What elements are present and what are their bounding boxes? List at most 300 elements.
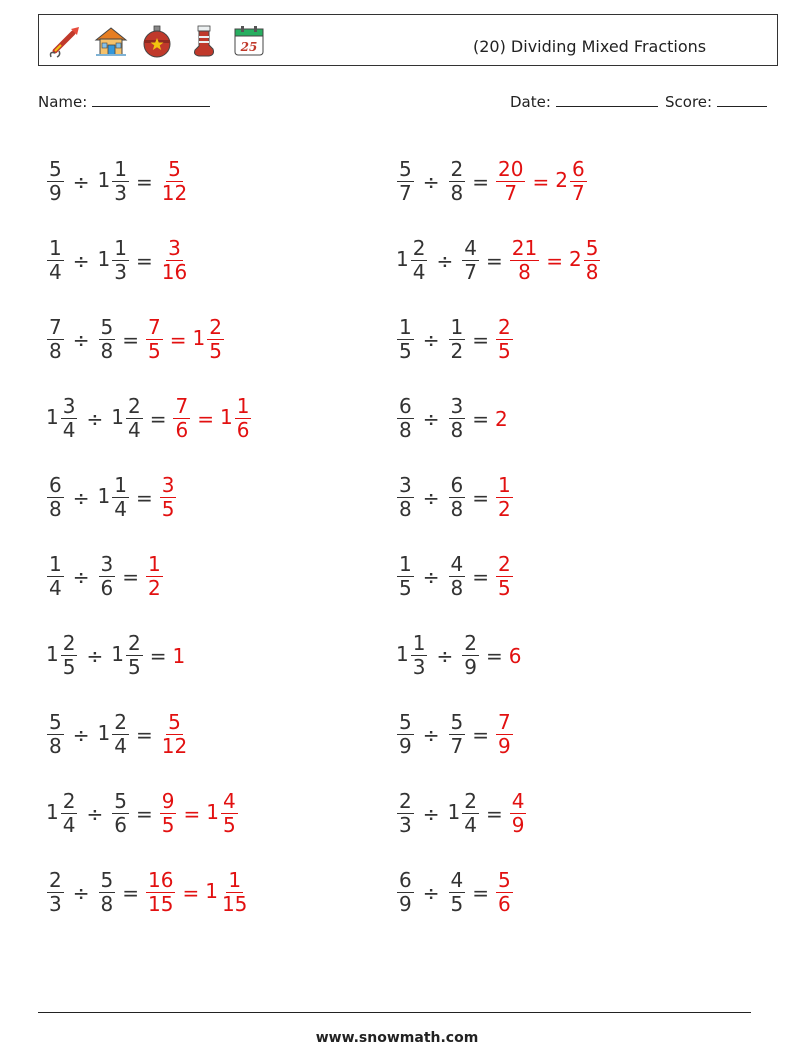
divisor-numerator: 4 bbox=[450, 552, 464, 576]
answer-fraction bbox=[235, 395, 252, 442]
dividend-number bbox=[396, 553, 415, 600]
problem-row bbox=[396, 221, 601, 300]
equals-sign: = bbox=[472, 722, 489, 747]
answer-fraction bbox=[220, 869, 249, 916]
divisor-whole: 1 bbox=[97, 721, 111, 745]
divisor-number bbox=[98, 711, 130, 758]
dividend-numerator: 1 bbox=[412, 631, 426, 655]
dividend-fraction bbox=[397, 316, 414, 363]
answer-number bbox=[193, 316, 225, 363]
answer-numerator: 3 bbox=[168, 236, 181, 260]
divisor-numerator: 2 bbox=[114, 710, 127, 734]
dividend-numerator: 2 bbox=[412, 236, 426, 260]
answer-denominator: 5 bbox=[222, 813, 236, 837]
answer-denominator: 2 bbox=[148, 576, 161, 600]
equals-sign: = bbox=[135, 248, 153, 273]
problem-row bbox=[46, 774, 252, 853]
footer-divider bbox=[38, 1012, 751, 1013]
answer-number bbox=[159, 711, 190, 758]
equals-sign: = bbox=[485, 248, 503, 273]
divisor-fraction bbox=[449, 553, 466, 600]
dividend-numerator: 1 bbox=[49, 552, 62, 576]
divisor-whole: 1 bbox=[447, 800, 461, 824]
answer-number bbox=[159, 158, 190, 205]
dividend-fraction bbox=[397, 869, 414, 916]
dividend-numerator: 3 bbox=[399, 473, 412, 497]
problem-row bbox=[396, 537, 601, 616]
divisor-whole: 1 bbox=[97, 247, 111, 271]
divisor-whole: 1 bbox=[97, 168, 111, 192]
divisor-denominator: 4 bbox=[114, 497, 127, 521]
dividend-denominator: 5 bbox=[399, 576, 412, 600]
divisor-denominator: 8 bbox=[450, 497, 464, 521]
divisor-fraction bbox=[112, 158, 129, 205]
dividend-fraction bbox=[61, 395, 78, 442]
equals-sign: = bbox=[135, 801, 153, 826]
dividend-fraction bbox=[397, 158, 414, 205]
divisor-fraction bbox=[449, 474, 466, 521]
dividend-fraction bbox=[47, 711, 64, 758]
equals-sign: = bbox=[485, 643, 503, 668]
divisor-denominator: 8 bbox=[450, 418, 464, 442]
answer-numerator: 5 bbox=[585, 236, 599, 260]
dividend-numerator: 1 bbox=[399, 552, 412, 576]
divisor-number bbox=[461, 632, 480, 679]
dividend-fraction bbox=[411, 237, 428, 284]
divisor-denominator: 8 bbox=[100, 892, 114, 916]
dividend-fraction bbox=[397, 395, 414, 442]
dividend-denominator: 9 bbox=[399, 734, 412, 758]
divisor-number bbox=[98, 316, 117, 363]
answer-numerator: 1 bbox=[498, 473, 511, 497]
dividend-whole: 1 bbox=[396, 642, 409, 666]
dividend-fraction bbox=[47, 316, 64, 363]
divisor-denominator: 3 bbox=[114, 260, 127, 284]
divisor-denominator: 5 bbox=[127, 655, 141, 679]
answer-denominator: 16 bbox=[161, 260, 188, 284]
problem-row bbox=[396, 379, 601, 458]
answer-number bbox=[172, 395, 191, 442]
ornament-icon bbox=[139, 23, 175, 59]
divisor-whole: 1 bbox=[97, 484, 111, 508]
divisor-denominator: 8 bbox=[450, 181, 464, 205]
answer-fraction bbox=[570, 158, 587, 205]
divide-sign: ÷ bbox=[436, 643, 454, 668]
divide-sign: ÷ bbox=[436, 248, 454, 273]
answer-number bbox=[220, 395, 252, 442]
dividend-numerator: 6 bbox=[399, 868, 412, 892]
dividend-number bbox=[46, 632, 78, 679]
answer-denominator: 5 bbox=[148, 339, 161, 363]
answer-numerator: 7 bbox=[175, 394, 189, 418]
equals-sign: = bbox=[472, 327, 489, 352]
answer-whole: 2 bbox=[555, 168, 568, 192]
equals-sign: = bbox=[135, 485, 153, 510]
divisor-whole: 1 bbox=[111, 405, 124, 429]
problem-row bbox=[46, 221, 252, 300]
answer-numerator: 5 bbox=[168, 710, 181, 734]
divisor-numerator: 3 bbox=[100, 552, 114, 576]
divisor-numerator: 4 bbox=[450, 868, 464, 892]
dividend-denominator: 8 bbox=[49, 734, 62, 758]
divisor-numerator: 3 bbox=[450, 394, 464, 418]
divisor-number bbox=[448, 869, 467, 916]
divisor-numerator: 4 bbox=[464, 236, 477, 260]
dividend-fraction bbox=[397, 711, 414, 758]
divisor-number bbox=[98, 474, 130, 521]
answer-whole: 2 bbox=[568, 247, 582, 271]
divisor-number bbox=[448, 553, 467, 600]
dividend-number bbox=[396, 632, 428, 679]
score-field[interactable] bbox=[665, 93, 767, 111]
divisor-fraction bbox=[112, 711, 129, 758]
divisor-denominator: 8 bbox=[100, 339, 114, 363]
answer-numerator: 5 bbox=[168, 157, 181, 181]
answer-fraction bbox=[160, 790, 177, 837]
dividend-number bbox=[46, 158, 65, 205]
answer-number bbox=[555, 158, 587, 205]
divisor-numerator: 1 bbox=[114, 236, 127, 260]
score-blank[interactable] bbox=[717, 94, 767, 107]
answer-fraction bbox=[496, 553, 513, 600]
dividend-number bbox=[396, 474, 415, 521]
equals-sign: = bbox=[122, 564, 139, 589]
dividend-denominator: 7 bbox=[399, 181, 412, 205]
answer-number bbox=[145, 869, 176, 916]
divide-sign: ÷ bbox=[72, 722, 90, 747]
problem-row bbox=[396, 458, 601, 537]
answer-denominator: 2 bbox=[498, 497, 511, 521]
divisor-number bbox=[448, 790, 480, 837]
dividend-fraction bbox=[47, 869, 64, 916]
divisor-denominator: 4 bbox=[464, 813, 477, 837]
answer-fraction bbox=[221, 790, 238, 837]
answer-numerator: 1 bbox=[228, 868, 242, 892]
problem-row bbox=[396, 616, 601, 695]
problem-row bbox=[396, 695, 601, 774]
house-icon bbox=[93, 23, 129, 59]
dividend-number bbox=[46, 395, 78, 442]
dividend-denominator: 3 bbox=[399, 813, 412, 837]
answer-denominator: 5 bbox=[209, 339, 222, 363]
answer-numerator: 7 bbox=[498, 710, 511, 734]
answer-numerator: 6 bbox=[571, 157, 585, 181]
dividend-numerator: 2 bbox=[49, 868, 62, 892]
divisor-numerator: 1 bbox=[450, 315, 464, 339]
dividend-whole: 1 bbox=[396, 247, 409, 271]
divisor-number bbox=[98, 553, 117, 600]
dividend-fraction bbox=[397, 474, 414, 521]
dividend-fraction bbox=[61, 790, 78, 837]
answer-numerator: 4 bbox=[222, 789, 236, 813]
answer-number bbox=[495, 553, 514, 600]
divisor-denominator: 8 bbox=[450, 576, 464, 600]
answer-number bbox=[495, 474, 514, 521]
answer-numerator: 3 bbox=[161, 473, 175, 497]
dividend-fraction bbox=[47, 553, 64, 600]
answer-number bbox=[495, 316, 514, 363]
answer-fraction bbox=[160, 711, 189, 758]
answer-numerator: 16 bbox=[148, 868, 174, 892]
divisor-numerator: 2 bbox=[127, 631, 141, 655]
answer-number bbox=[509, 790, 528, 837]
equals-sign: = bbox=[169, 327, 187, 352]
dividend-fraction bbox=[411, 632, 428, 679]
answer-number bbox=[159, 474, 178, 521]
divide-sign: ÷ bbox=[72, 880, 90, 905]
dividend-denominator: 4 bbox=[49, 260, 62, 284]
dividend-denominator: 9 bbox=[49, 181, 62, 205]
equals-sign: = bbox=[197, 406, 214, 431]
dividend-numerator: 5 bbox=[49, 710, 62, 734]
answer-number bbox=[509, 237, 540, 284]
answer-whole: 1 bbox=[192, 326, 206, 350]
divisor-numerator: 2 bbox=[464, 631, 477, 655]
divisor-fraction bbox=[449, 395, 466, 442]
equals-sign: = bbox=[183, 801, 201, 826]
dividend-number bbox=[396, 395, 415, 442]
divide-sign: ÷ bbox=[86, 643, 104, 668]
problem-row bbox=[396, 774, 601, 853]
divisor-denominator: 4 bbox=[114, 734, 127, 758]
equals-sign: = bbox=[122, 327, 139, 352]
equals-sign: = bbox=[485, 801, 503, 826]
divisor-fraction bbox=[449, 711, 466, 758]
divisor-number bbox=[448, 316, 467, 363]
answer-number bbox=[569, 237, 601, 284]
problem-row bbox=[46, 853, 252, 932]
answer-denominator: 9 bbox=[498, 734, 511, 758]
answer-fraction bbox=[146, 553, 163, 600]
equals-sign: = bbox=[149, 406, 167, 431]
answer-whole: 1 bbox=[172, 643, 186, 668]
divisor-fraction bbox=[449, 158, 466, 205]
dividend-denominator: 4 bbox=[62, 418, 76, 442]
equals-sign: = bbox=[532, 169, 550, 194]
divisor-numerator: 5 bbox=[100, 868, 114, 892]
dividend-fraction bbox=[397, 553, 414, 600]
divide-sign: ÷ bbox=[422, 406, 440, 431]
dividend-number bbox=[46, 237, 65, 284]
answer-numerator: 2 bbox=[209, 315, 222, 339]
dividend-whole: 1 bbox=[46, 800, 59, 824]
divisor-denominator: 6 bbox=[100, 576, 114, 600]
answer-fraction bbox=[510, 790, 527, 837]
dividend-numerator: 7 bbox=[49, 315, 62, 339]
divisor-fraction bbox=[99, 869, 116, 916]
firework-rocket-icon bbox=[47, 23, 83, 59]
divisor-fraction bbox=[112, 790, 129, 837]
divisor-fraction bbox=[126, 632, 143, 679]
dividend-whole: 1 bbox=[46, 405, 59, 429]
answer-numerator: 2 bbox=[498, 552, 511, 576]
divide-sign: ÷ bbox=[422, 485, 440, 510]
answer-denominator: 5 bbox=[161, 813, 175, 837]
answer-whole: 1 bbox=[206, 800, 219, 824]
answer-number bbox=[495, 407, 509, 431]
equals-sign: = bbox=[546, 248, 563, 273]
divisor-fraction bbox=[462, 632, 479, 679]
divisor-number bbox=[448, 158, 467, 205]
date-field[interactable] bbox=[510, 93, 658, 111]
dividend-numerator: 6 bbox=[49, 473, 62, 497]
equals-sign: = bbox=[122, 880, 139, 905]
problem-row bbox=[46, 458, 252, 537]
worksheet-title: (20) Dividing Mixed Fractions bbox=[473, 37, 707, 56]
answer-number bbox=[159, 237, 190, 284]
answer-fraction bbox=[496, 158, 525, 205]
divisor-numerator: 1 bbox=[114, 157, 127, 181]
divisor-numerator: 5 bbox=[114, 789, 127, 813]
divisor-numerator: 6 bbox=[450, 473, 464, 497]
dividend-fraction bbox=[47, 158, 64, 205]
dividend-numerator: 5 bbox=[399, 710, 412, 734]
dividend-number bbox=[396, 711, 415, 758]
dividend-fraction bbox=[47, 237, 64, 284]
dividend-numerator: 1 bbox=[399, 315, 412, 339]
date-blank[interactable] bbox=[556, 94, 658, 107]
header-icons bbox=[47, 21, 267, 61]
answer-denominator: 8 bbox=[518, 260, 531, 284]
answer-number bbox=[206, 790, 238, 837]
answer-denominator: 15 bbox=[148, 892, 174, 916]
problem-row bbox=[396, 142, 601, 221]
divide-sign: ÷ bbox=[422, 722, 440, 747]
answer-number bbox=[495, 158, 526, 205]
date-label: Date: bbox=[510, 93, 551, 111]
name-label: Name: bbox=[38, 93, 88, 111]
dividend-numerator: 5 bbox=[399, 157, 412, 181]
answer-whole: 1 bbox=[219, 405, 233, 429]
divisor-number bbox=[448, 711, 467, 758]
problem-row bbox=[46, 616, 252, 695]
answer-whole: 6 bbox=[508, 643, 522, 668]
dividend-denominator: 4 bbox=[49, 576, 62, 600]
dividend-fraction bbox=[61, 632, 78, 679]
calendar-number: 25 bbox=[240, 40, 258, 54]
equals-sign: = bbox=[472, 406, 489, 431]
problem-row bbox=[396, 853, 601, 932]
equals-sign: = bbox=[135, 169, 153, 194]
divisor-number bbox=[461, 237, 480, 284]
answer-number bbox=[205, 869, 250, 916]
answer-numerator: 2 bbox=[498, 315, 511, 339]
dividend-numerator: 2 bbox=[62, 789, 76, 813]
divide-sign: ÷ bbox=[422, 327, 440, 352]
answer-numerator: 1 bbox=[148, 552, 161, 576]
answer-numerator: 1 bbox=[236, 394, 250, 418]
problem-row bbox=[46, 695, 252, 774]
divide-sign: ÷ bbox=[72, 564, 90, 589]
divide-sign: ÷ bbox=[72, 485, 90, 510]
answer-denominator: 6 bbox=[236, 418, 250, 442]
divisor-fraction bbox=[462, 790, 479, 837]
divisor-denominator: 4 bbox=[127, 418, 141, 442]
problem-row bbox=[46, 142, 252, 221]
dividend-denominator: 9 bbox=[399, 892, 412, 916]
answer-denominator: 6 bbox=[498, 892, 511, 916]
divisor-denominator: 6 bbox=[114, 813, 127, 837]
divide-sign: ÷ bbox=[422, 564, 440, 589]
equals-sign: = bbox=[472, 485, 489, 510]
divisor-numerator: 2 bbox=[127, 394, 141, 418]
equals-sign: = bbox=[472, 880, 489, 905]
divide-sign: ÷ bbox=[72, 248, 90, 273]
dividend-number bbox=[46, 711, 65, 758]
dividend-number bbox=[396, 158, 415, 205]
answer-denominator: 12 bbox=[161, 734, 188, 758]
dividend-numerator: 5 bbox=[49, 157, 62, 181]
divide-sign: ÷ bbox=[86, 406, 104, 431]
score-label: Score: bbox=[665, 93, 713, 111]
answer-numerator: 7 bbox=[148, 315, 161, 339]
calendar-icon bbox=[231, 23, 267, 59]
dividend-fraction bbox=[397, 790, 414, 837]
answer-denominator: 6 bbox=[175, 418, 189, 442]
problems-right-column bbox=[396, 142, 601, 932]
answer-whole: 1 bbox=[205, 879, 218, 903]
answer-fraction bbox=[496, 316, 513, 363]
divisor-number bbox=[448, 474, 467, 521]
divisor-number bbox=[448, 395, 467, 442]
problem-row bbox=[46, 537, 252, 616]
answer-fraction bbox=[510, 237, 539, 284]
answer-fraction bbox=[160, 474, 177, 521]
answer-number bbox=[495, 711, 514, 758]
answer-number bbox=[159, 790, 178, 837]
answer-fraction bbox=[496, 474, 513, 521]
answer-numerator: 5 bbox=[498, 868, 511, 892]
name-field[interactable] bbox=[38, 93, 210, 111]
dividend-number bbox=[396, 316, 415, 363]
footer-url: www.snowmath.com bbox=[315, 1030, 479, 1046]
problem-row bbox=[46, 300, 252, 379]
dividend-numerator: 2 bbox=[399, 789, 412, 813]
answer-numerator: 21 bbox=[511, 236, 538, 260]
answer-number bbox=[172, 644, 186, 668]
dividend-number bbox=[46, 553, 65, 600]
dividend-number bbox=[396, 790, 415, 837]
dividend-number bbox=[396, 869, 415, 916]
dividend-denominator: 4 bbox=[62, 813, 76, 837]
equals-sign: = bbox=[472, 564, 489, 589]
dividend-numerator: 3 bbox=[62, 394, 76, 418]
dividend-denominator: 3 bbox=[412, 655, 426, 679]
answer-denominator: 9 bbox=[511, 813, 525, 837]
answer-number bbox=[509, 644, 523, 668]
answer-denominator: 15 bbox=[221, 892, 248, 916]
dividend-number bbox=[46, 790, 78, 837]
divisor-number bbox=[98, 869, 117, 916]
equals-sign: = bbox=[472, 169, 489, 194]
answer-denominator: 5 bbox=[498, 576, 511, 600]
divisor-fraction bbox=[462, 237, 479, 284]
answer-fraction bbox=[496, 711, 513, 758]
dividend-denominator: 5 bbox=[399, 339, 412, 363]
answer-number bbox=[145, 316, 164, 363]
answer-fraction bbox=[207, 316, 224, 363]
dividend-number bbox=[396, 237, 428, 284]
divisor-number bbox=[111, 632, 143, 679]
equals-sign: = bbox=[182, 880, 200, 905]
dividend-numerator: 1 bbox=[49, 236, 62, 260]
answer-denominator: 8 bbox=[585, 260, 599, 284]
divisor-numerator: 2 bbox=[450, 157, 464, 181]
divide-sign: ÷ bbox=[72, 169, 90, 194]
answer-number bbox=[145, 553, 164, 600]
problem-row bbox=[46, 379, 252, 458]
name-blank[interactable] bbox=[92, 94, 210, 107]
